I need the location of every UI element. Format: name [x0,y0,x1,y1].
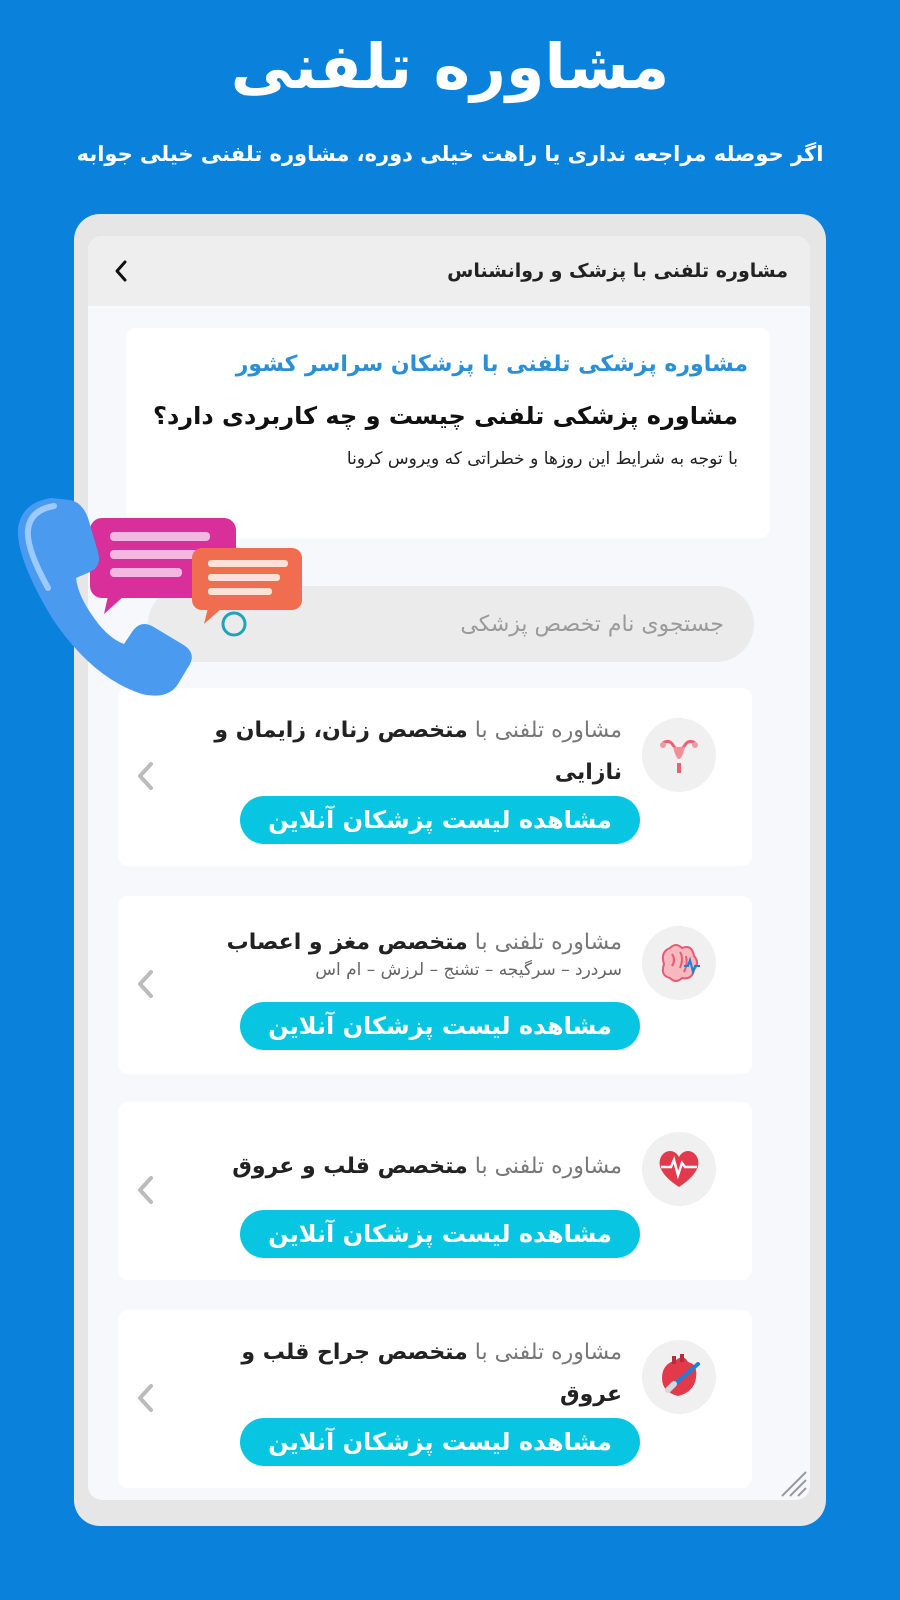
specialty-text [172,710,622,794]
specialty-name: متخصص قلب و عروق [232,1154,468,1179]
specialty-name: متخصص زنان، زایمان و نازایی [214,718,622,785]
article-heading: مشاوره پزشکی تلفنی چیست و چه کاربردی دارد؟ [153,402,738,430]
specialty-prefix: مشاوره تلفنی با [467,1154,622,1179]
resize-grip-icon[interactable] [778,1468,808,1498]
specialty-card-neurology[interactable] [118,896,752,1074]
specialty-prefix: مشاوره تلفنی با [467,1340,622,1365]
heart-scalpel-icon [642,1340,716,1414]
specialty-card-gynecology[interactable] [118,688,752,866]
specialty-text [172,1146,622,1188]
hero-subtitle: اگر حوصله مراجعه نداری یا راهت خیلی دوره، مشاوره تلفنی خیلی جوابه [76,142,824,166]
article-kicker: مشاوره پزشکی تلفنی با پزشکان سراسر کشور [235,352,748,377]
phone-chat-icon [12,488,302,708]
page-title: مشاوره تلفنی با پزشک و روانشناس [447,260,788,282]
specialty-card-heart-surgery[interactable] [118,1310,752,1488]
specialty-prefix: مشاوره تلفنی با [467,718,622,743]
chevron-left-icon[interactable] [106,256,136,286]
view-online-doctors-button[interactable]: مشاهده لیست پزشکان آنلاین [240,1210,640,1258]
specialty-text [172,922,622,980]
chevron-left-icon[interactable] [130,1378,160,1418]
specialty-name: متخصص جراح قلب و عروق [241,1340,622,1407]
chevron-left-icon[interactable] [130,964,160,1004]
phone-chat-illustration [12,488,302,708]
search-input[interactable] [264,612,724,637]
specialty-prefix: مشاوره تلفنی با [467,930,622,955]
chevron-left-icon[interactable] [130,756,160,796]
article-excerpt: با توجه به شرایط این روزها و خطراتی که ویروس کرونا [346,449,738,469]
view-online-doctors-button[interactable]: مشاهده لیست پزشکان آنلاین [240,796,640,844]
specialty-name: متخصص مغز و اعصاب [226,930,468,955]
chevron-left-icon[interactable] [130,1170,160,1210]
app-screen [88,236,810,1500]
device-frame [74,214,826,1526]
specialty-text [172,1332,622,1416]
uterus-icon [642,718,716,792]
hero-title: مشاوره تلفنی [230,30,670,103]
top-bar [88,236,810,306]
brain-icon [642,926,716,1000]
heart-pulse-icon [642,1132,716,1206]
specialty-card-cardiology[interactable] [118,1102,752,1280]
view-online-doctors-button[interactable]: مشاهده لیست پزشکان آنلاین [240,1418,640,1466]
specialty-symptoms: سردرد – سرگیجه – تشنج – لرزش – ام اس [315,960,622,980]
view-online-doctors-button[interactable]: مشاهده لیست پزشکان آنلاین [240,1002,640,1050]
